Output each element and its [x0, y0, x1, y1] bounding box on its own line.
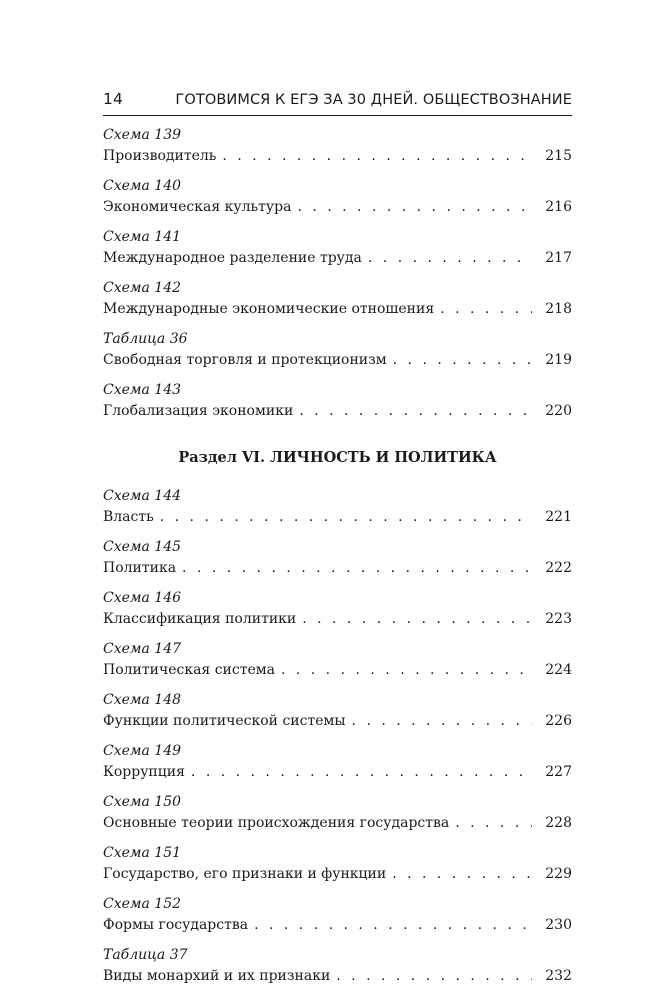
toc-entry-row: [103, 863, 572, 885]
section-heading: Раздел VI. ЛИЧНОСТЬ И ПОЛИТИКА: [178, 449, 497, 466]
toc-entry-title: Экономическая культура: [103, 199, 292, 215]
toc-entry-label: Схема 145: [103, 539, 182, 555]
toc-entry-row: [103, 349, 572, 371]
toc-entry-label: Схема 141: [103, 229, 182, 245]
toc-entry-title: Основные теории происхождения государства: [103, 815, 450, 831]
toc-entry-label: Схема 147: [103, 641, 182, 657]
toc-entry-label: Таблица 36: [103, 331, 188, 347]
toc-entry-label: Схема 149: [103, 743, 182, 759]
toc-entry-row: [103, 557, 572, 579]
dot-leader: [222, 145, 532, 167]
toc-entry-row: [103, 196, 572, 218]
dot-leader: [299, 400, 532, 422]
running-title: ГОТОВИМСЯ К ЕГЭ ЗА 30 ДНЕЙ. ОБЩЕСТВОЗНАНИЕ: [175, 92, 572, 108]
toc-entry: [103, 639, 572, 681]
toc-entry-row: [103, 247, 572, 269]
toc-entry: [103, 690, 572, 732]
page-number: 14: [103, 90, 124, 108]
dot-leader: [336, 965, 532, 987]
toc-entry-row: [103, 506, 572, 528]
toc-entry: [103, 329, 572, 371]
toc-entry: [103, 486, 572, 528]
toc-entry-page: 222: [545, 560, 572, 576]
toc-entry-page: 232: [545, 968, 572, 984]
toc-entry: [103, 125, 572, 167]
dot-leader: [281, 659, 532, 681]
toc-entry: [103, 176, 572, 218]
toc-entry-page: 224: [545, 662, 572, 678]
toc-entry: [103, 380, 572, 422]
toc-entry-title: Власть: [103, 509, 154, 525]
toc-entry-row: [103, 608, 572, 630]
toc-entry-label: Схема 140: [103, 178, 182, 194]
book-page: [103, 90, 572, 996]
toc-entry-row: [103, 659, 572, 681]
toc-entry-title: Глобализация экономики: [103, 403, 294, 419]
toc-entry: [103, 945, 572, 987]
dot-leader: [392, 863, 532, 885]
toc-entry-label: Схема 151: [103, 845, 182, 861]
toc-entry-title: Функции политической системы: [103, 713, 346, 729]
toc-entry-label: Схема 144: [103, 488, 182, 504]
toc-entry-page: 221: [545, 509, 572, 525]
toc-entry-label: Таблица 37: [103, 947, 188, 963]
toc-entry-row: [103, 145, 572, 167]
dot-leader: [440, 298, 532, 320]
toc-entry-label: Схема 143: [103, 382, 182, 398]
toc-entry-page: 226: [545, 713, 572, 729]
toc-entry: [103, 741, 572, 783]
toc-entry: [103, 894, 572, 936]
dot-leader: [191, 761, 532, 783]
dot-leader: [393, 349, 532, 371]
toc-entry-label: Схема 139: [103, 127, 182, 143]
toc-entry-title: Государство, его признаки и функции: [103, 866, 387, 882]
toc-entry-label: Схема 148: [103, 692, 182, 708]
toc-entry: [103, 537, 572, 579]
dot-leader: [368, 247, 532, 269]
toc-entry-title: Политика: [103, 560, 177, 576]
dot-leader: [455, 812, 532, 834]
toc-entry-page: 227: [545, 764, 572, 780]
toc-entry-row: [103, 400, 572, 422]
toc-entry-title: Формы государства: [103, 917, 249, 933]
toc-entry-page: 218: [545, 301, 572, 317]
toc-entry-title: Международное разделение труда: [103, 250, 362, 266]
toc-entry-page: 230: [545, 917, 572, 933]
toc-entry: [103, 278, 572, 320]
dot-leader: [182, 557, 532, 579]
toc-entry-row: [103, 812, 572, 834]
toc-entry-page: 228: [545, 815, 572, 831]
toc-list-after: [103, 486, 572, 987]
toc-entry-label: Схема 146: [103, 590, 182, 606]
toc-entry-page: 220: [545, 403, 572, 419]
toc-entry-page: 223: [545, 611, 572, 627]
table-of-contents: [103, 125, 572, 987]
toc-entry-title: Свободная торговля и протекционизм: [103, 352, 387, 368]
toc-entry-row: [103, 710, 572, 732]
running-header: [103, 90, 572, 116]
toc-entry-page: 216: [545, 199, 572, 215]
toc-entry: [103, 227, 572, 269]
toc-entry-label: Схема 142: [103, 280, 182, 296]
dot-leader: [297, 196, 532, 218]
toc-entry-title: Классификация политики: [103, 611, 297, 627]
dot-leader: [160, 506, 532, 528]
toc-entry-title: Коррупция: [103, 764, 185, 780]
toc-entry-page: 215: [545, 148, 572, 164]
dot-leader: [302, 608, 532, 630]
toc-entry: [103, 792, 572, 834]
toc-entry-title: Международные экономические отношения: [103, 301, 435, 317]
toc-entry-label: Схема 152: [103, 896, 182, 912]
toc-entry-page: 229: [545, 866, 572, 882]
toc-entry-row: [103, 298, 572, 320]
toc-entry-label: Схема 150: [103, 794, 182, 810]
toc-entry-page: 217: [545, 250, 572, 266]
toc-entry-row: [103, 914, 572, 936]
dot-leader: [352, 710, 532, 732]
toc-entry-title: Виды монархий и их признаки: [103, 968, 331, 984]
toc-entry: [103, 588, 572, 630]
toc-entry-title: Производитель: [103, 148, 217, 164]
toc-entry-page: 219: [545, 352, 572, 368]
toc-list-before: [103, 125, 572, 422]
dot-leader: [254, 914, 532, 936]
toc-entry: [103, 843, 572, 885]
toc-entry-row: [103, 761, 572, 783]
toc-entry-row: [103, 965, 572, 987]
toc-entry-title: Политическая система: [103, 662, 275, 678]
